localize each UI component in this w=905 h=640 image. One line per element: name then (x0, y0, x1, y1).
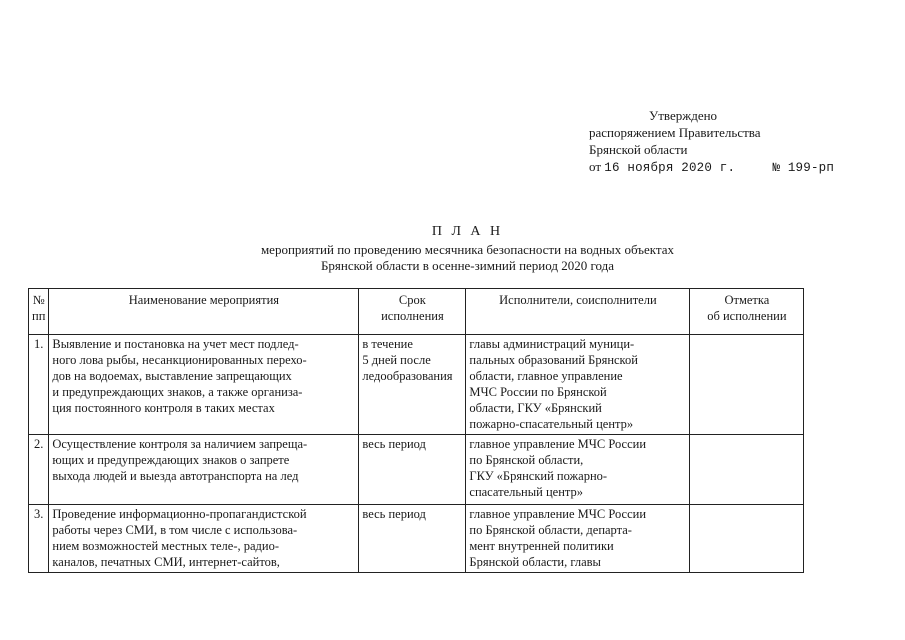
row-executors-line: спасательный центр» (469, 485, 583, 499)
row-executors (466, 335, 690, 435)
row-name-line: выхода людей и выезда автотранспорта на лед (52, 469, 299, 483)
row-name-line: работы через СМИ, в том числе с использова- (52, 523, 298, 537)
row-executors (466, 505, 690, 573)
row-term (359, 435, 466, 505)
header-name (49, 289, 359, 335)
row-term-line: весь период (362, 507, 426, 521)
plan-subtitle-2: Брянской области в осенне-зимний период 2020 года (320, 258, 615, 273)
row-name-line: ного лова рыбы, несанкционированных перехо- (52, 353, 307, 367)
row-name-line: ция постоянного контроля в таких местах (52, 401, 275, 415)
header-num (29, 289, 49, 335)
table-row (29, 505, 804, 573)
approval-date: 16 ноября 2020 г. (604, 161, 736, 175)
row-executors-line: ГКУ «Брянский пожарно- (469, 469, 608, 483)
table-row (29, 335, 804, 435)
row-name (49, 505, 359, 573)
row-executors-line: по Брянской области, (469, 453, 584, 467)
approval-decree: распоряжением Правительства (589, 125, 761, 140)
row-executors-line: по Брянской области, департа- (469, 523, 632, 537)
row-name-line: каналов, печатных СМИ, интернет-сайтов, (52, 555, 280, 569)
approval-number: № 199-рп (772, 161, 835, 175)
header-num-line2: пп (32, 309, 46, 323)
row-name (49, 435, 359, 505)
header-mark-line2: об исполнении (707, 309, 787, 323)
row-name-line: Выявление и постановка на учет мест подлед- (52, 337, 299, 351)
approval-region: Брянской области (589, 142, 688, 157)
row-mark (690, 505, 804, 573)
row-term (359, 335, 466, 435)
row-executors-line: пожарно-спасательный центр» (469, 417, 634, 431)
row-name-line: Осуществление контроля за наличием запреща- (52, 437, 308, 451)
row-name-line: дов на водоемах, выставление запрещающих (52, 369, 292, 383)
approval-title: Утверждено (649, 108, 718, 123)
row-name (49, 335, 359, 435)
row-executors-line: области, главное управление (469, 369, 623, 383)
row-executors-line: МЧС России по Брянской (469, 385, 607, 399)
approval-block (589, 107, 869, 177)
row-executors-line: пальных образований Брянской (469, 353, 638, 367)
header-mark (690, 289, 804, 335)
plan-table (28, 288, 804, 573)
header-num-line1: № (32, 293, 45, 307)
row-mark (690, 335, 804, 435)
row-term-line: 5 дней после (362, 353, 431, 367)
row-executors-line: Брянской области, главы (469, 555, 601, 569)
plan-heading: П Л А Н (431, 224, 504, 239)
row-name-line: ющих и предупреждающих знаков о запрете (52, 453, 290, 467)
date-prefix: от (589, 159, 602, 174)
row-executors-line: области, ГКУ «Брянский (469, 401, 602, 415)
header-term-line2: исполнения (381, 309, 444, 323)
row-name-line: Проведение информационно-пропагандистской (52, 507, 307, 521)
row-executors-line: главное управление МЧС России (469, 507, 647, 521)
row-term-line: в течение (362, 337, 413, 351)
row-num: 1. (29, 335, 49, 435)
header-term (359, 289, 466, 335)
row-term-line: ледообразования (362, 369, 453, 383)
row-name-line: нием возможностей местных теле-, радио- (52, 539, 280, 553)
row-executors (466, 435, 690, 505)
row-term-line: весь период (362, 437, 426, 451)
row-executors-line: мент внутренней политики (469, 539, 614, 553)
row-mark (690, 435, 804, 505)
table-header-row (29, 289, 804, 335)
header-name-line1: Наименование мероприятия (128, 293, 280, 307)
approval-date-line (589, 158, 869, 177)
table-row (29, 435, 804, 505)
row-executors-line: главное управление МЧС России (469, 437, 647, 451)
plan-title (0, 224, 905, 274)
row-executors-line: главы администраций муници- (469, 337, 635, 351)
row-name-line: и предупреждающих знаков, а также организа- (52, 385, 303, 399)
row-term (359, 505, 466, 573)
header-term-line1: Срок (398, 293, 426, 307)
row-num: 2. (29, 435, 49, 505)
header-executors-line1: Исполнители, соисполнители (499, 293, 657, 307)
plan-subtitle-1: мероприятий по проведению месячника безопасности на водных объектах (260, 242, 675, 257)
header-mark-line1: Отметка (724, 293, 770, 307)
header-executors (466, 289, 690, 335)
row-num: 3. (29, 505, 49, 573)
